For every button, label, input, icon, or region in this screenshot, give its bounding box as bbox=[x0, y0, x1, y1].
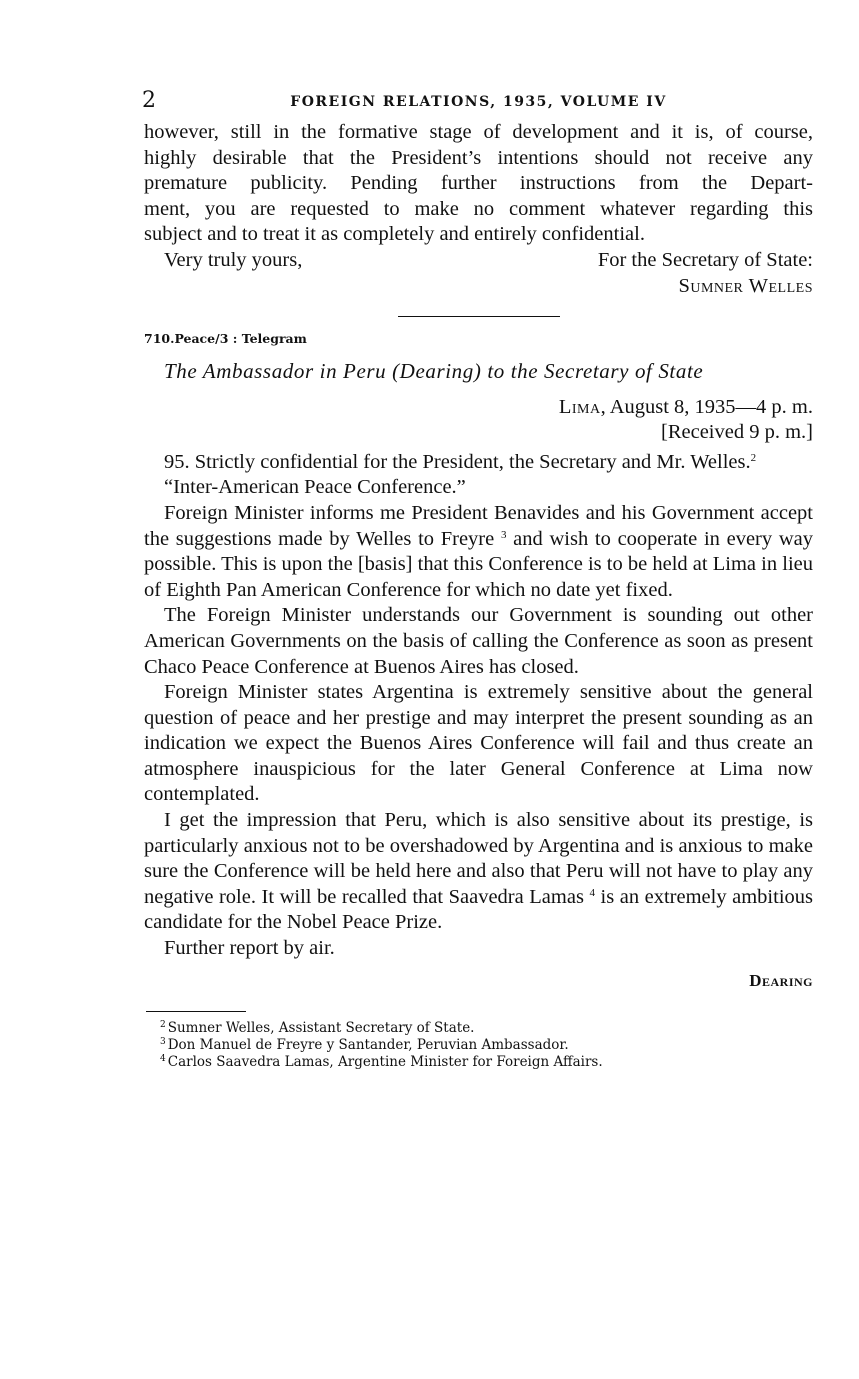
footnote bbox=[160, 1020, 813, 1037]
document-title: The Ambassador in Peru (Dearing) to the Secretary of State bbox=[164, 358, 704, 383]
paragraph bbox=[144, 501, 813, 603]
footnote bbox=[160, 1037, 813, 1054]
telegram-signature: Dearing bbox=[749, 970, 813, 990]
section-divider bbox=[398, 316, 560, 317]
dateline-place: Lima bbox=[558, 395, 601, 418]
paragraph-text: 95. Strictly confidential for the President, the Secretary and Mr. Welles. bbox=[164, 450, 751, 473]
letter-line: ment, you are requested to make no comment whatever regarding this bbox=[144, 197, 813, 220]
paragraph bbox=[144, 450, 813, 476]
document-page bbox=[144, 86, 813, 1071]
footnote-text: Carlos Saavedra Lamas, Argentine Minister for Foreign Affairs. bbox=[167, 1054, 603, 1071]
footnote-mark: 3 bbox=[160, 1037, 166, 1048]
footnote-mark: 2 bbox=[160, 1020, 166, 1031]
running-title: FOREIGN RELATIONS, 1935, VOLUME IV bbox=[290, 94, 667, 110]
footnote bbox=[160, 1054, 813, 1071]
letter-line: highly desirable that the President’s intentions should not receive any bbox=[144, 146, 813, 169]
letter-line: however, still in the formative stage of development and it is, of course, bbox=[144, 121, 813, 143]
dateline bbox=[144, 395, 813, 421]
footnote-rule bbox=[146, 1011, 246, 1012]
footnote-text: Sumner Welles, Assistant Secretary of State. bbox=[167, 1020, 475, 1037]
page-header bbox=[144, 86, 813, 120]
telegram-body bbox=[144, 450, 813, 993]
received-line: [Received 9 p. m.] bbox=[661, 421, 813, 444]
letter-line: premature publicity. Pending further instructions from the Depart- bbox=[144, 172, 813, 195]
paragraph: The Foreign Minister understands our Government is sounding out other American Governments on the basis of calling the Conference as soon as present Chaco Peace Conference at Buenos Aires has closed. bbox=[144, 604, 813, 678]
paragraph-text: Foreign Minister informs me President Benavides and his Government accept the suggestions made by Welles to Freyre bbox=[144, 501, 813, 550]
closing-for-secretary: For the Secretary of State: bbox=[597, 248, 813, 271]
paragraph: Foreign Minister states Argentina is extremely sensitive about the general question of peace and her prestige and may interpret the present sounding as an indication we expect the Buenos Aires Conference will fail and thus create an atmosphere inauspicious for the later General Conference at Lima now contemplated. bbox=[144, 681, 813, 806]
footnotes bbox=[144, 1020, 813, 1071]
letter-line: subject and to treat it as completely and entirely confidential. bbox=[144, 223, 645, 246]
paragraph-text: I get the impression that Peru, which is also sensitive about its prestige, is particularly anxious not to be overshadowed by Argentina and is anxious to make sure the Conference will be held here and also that Peru will not have to play any negative role. It will be recalled that Saavedra Lamas bbox=[144, 809, 813, 908]
letter-body bbox=[144, 120, 813, 300]
dateline-date: , August 8, 1935—4 p. m. bbox=[600, 395, 813, 418]
paragraph-text: is an extremely ambitious candidate for the Nobel Peace Prize. bbox=[144, 885, 813, 934]
footnote-mark: 4 bbox=[160, 1054, 166, 1065]
paragraph: Further report by air. bbox=[164, 937, 335, 960]
paragraph: “Inter-American Peace Conference.” bbox=[164, 476, 466, 499]
footnote-text: Don Manuel de Freyre y Santander, Peruvian Ambassador. bbox=[167, 1037, 569, 1054]
letter-signature: Sumner Welles bbox=[678, 274, 813, 297]
footnote-ref: 2 bbox=[750, 451, 757, 464]
file-reference: 710.Peace/3 : Telegram bbox=[144, 330, 307, 346]
paragraph-text: and wish to cooperate in every way possible. This is upon the [basis] that this Conference is to be held at Lima in lieu of Eighth Pan American Conference for which no date yet fixed. bbox=[144, 527, 813, 601]
footnote-ref: 3 bbox=[500, 528, 507, 541]
letter-closing bbox=[144, 248, 813, 274]
paragraph bbox=[144, 808, 813, 936]
page-number: 2 bbox=[142, 88, 156, 113]
footnote-ref: 4 bbox=[589, 886, 595, 899]
closing-salutation: Very truly yours, bbox=[164, 248, 303, 271]
